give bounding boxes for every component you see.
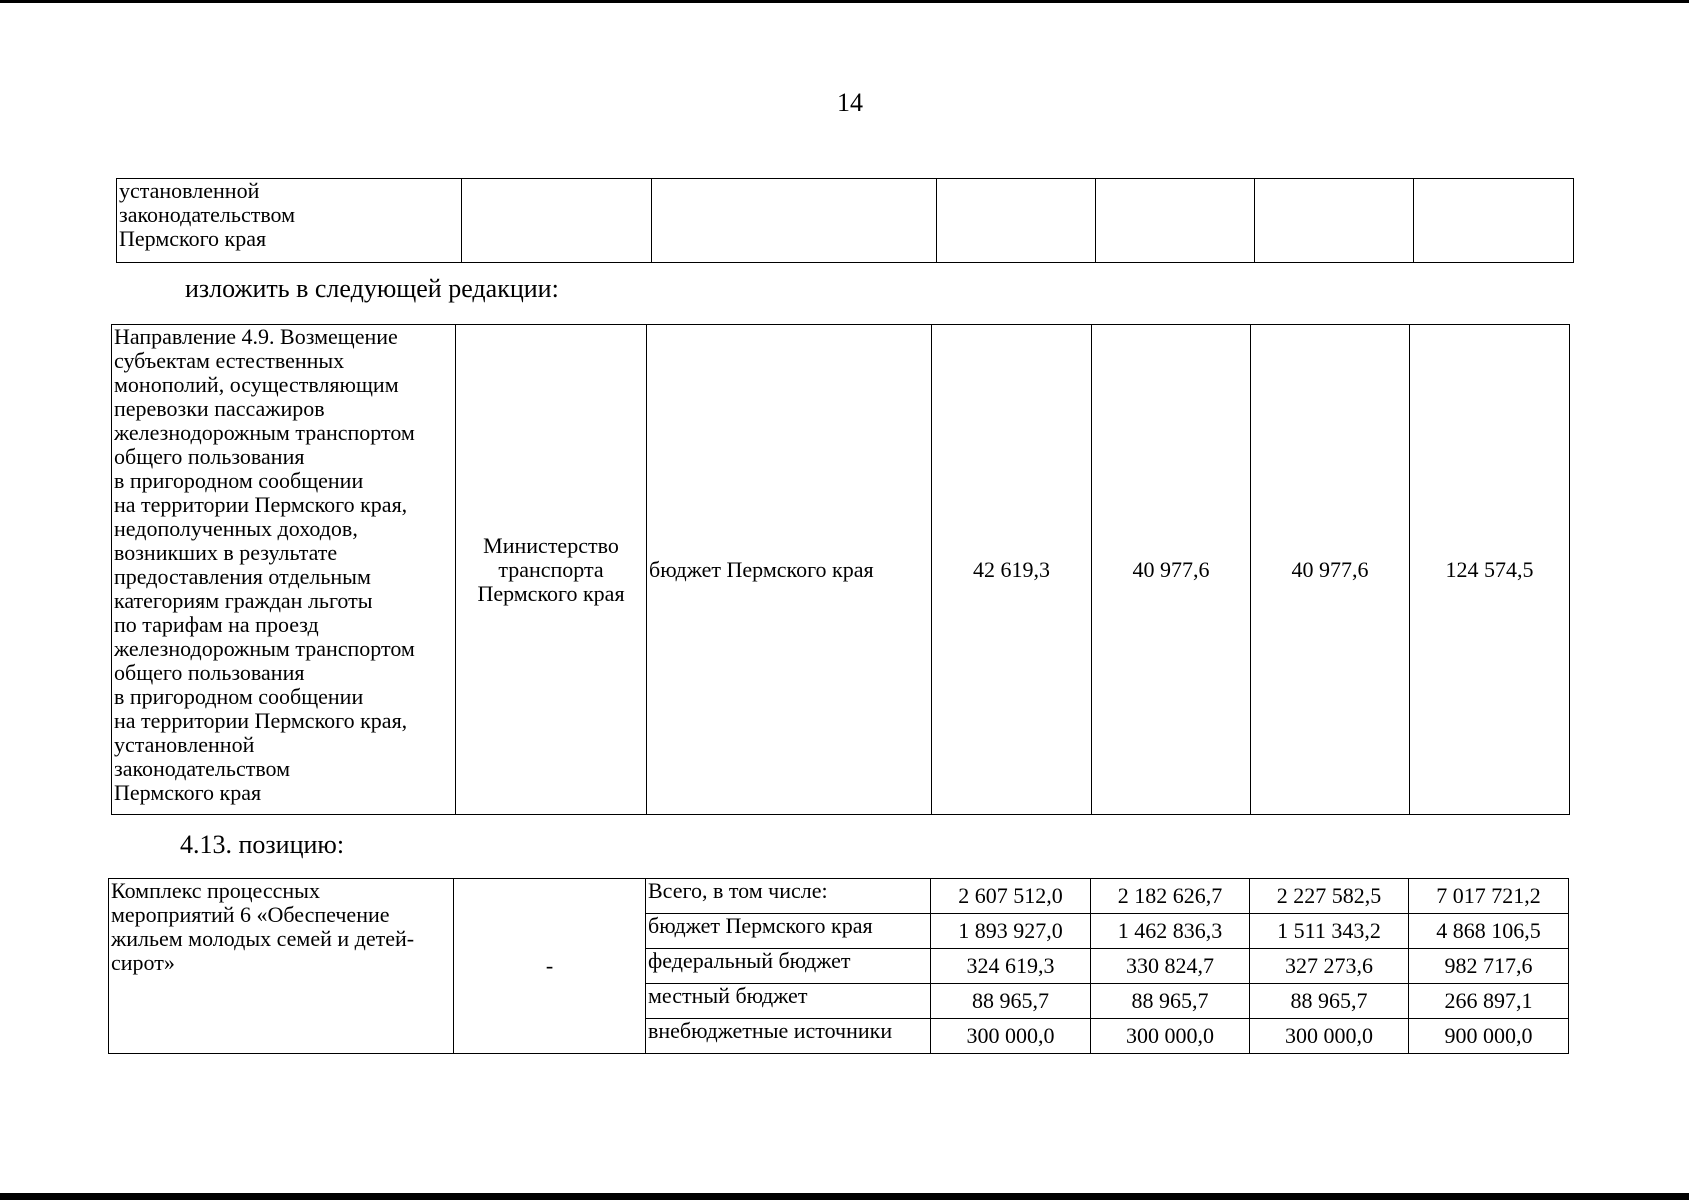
table-row [117,179,1574,263]
value-cell: 88 965,7 [1091,984,1250,1019]
value-cell [937,179,1096,263]
total-cell: 266 897,1 [1409,984,1569,1019]
value-cell: 88 965,7 [1250,984,1409,1019]
table-row [109,879,1569,914]
value-cell [1255,179,1414,263]
value-cell: 2 182 626,7 [1091,879,1250,914]
complex-table [108,878,1569,1054]
value-cell: 300 000,0 [1250,1019,1409,1054]
instruction-heading: изложить в следующей редакции: [185,274,559,303]
table-row [112,325,1570,815]
page-number: 14 [837,88,863,117]
page-top-border [0,0,1689,3]
program-element-name: установленной законодательством Пермского края [117,179,462,263]
total-cell: 900 000,0 [1409,1019,1569,1054]
executor-cell: - [454,879,646,1054]
value-cell: 2 227 582,5 [1250,879,1409,914]
value-cell: 327 273,6 [1250,949,1409,984]
value-cell: 42 619,3 [932,325,1092,815]
total-cell: 124 574,5 [1410,325,1570,815]
total-cell [1414,179,1574,263]
source-cell: внебюджетные источники [646,1019,931,1054]
value-cell [1096,179,1255,263]
value-cell: 88 965,7 [931,984,1091,1019]
value-cell: 324 619,3 [931,949,1091,984]
continuation-table [116,178,1574,263]
executor-cell [462,179,652,263]
program-element-name: Комплекс процессных мероприятий 6 «Обеспечение жильем молодых семей и детей- сирот» [109,879,454,1054]
source-cell: бюджет Пермского края [647,325,932,815]
source-cell: бюджет Пермского края [646,914,931,949]
value-cell: 1 462 836,3 [1091,914,1250,949]
value-cell: 300 000,0 [1091,1019,1250,1054]
value-cell: 2 607 512,0 [931,879,1091,914]
direction-table [111,324,1570,815]
value-cell: 40 977,6 [1092,325,1251,815]
program-element-name: Направление 4.9. Возмещение субъектам естественных монополий, осуществляющим перевозки пассажиров железнодорожным транспортом общего пользования в пригородном сообщении на территории Пермского края, недополученных доходов, возникших в результате предоставления отдельным категориям граждан льготы по тарифам на проезд железнодорожным транспортом общего пользования в пригородном сообщении на территории Пермского края, установленной законодательством Пермского края [112,325,456,815]
total-cell: 982 717,6 [1409,949,1569,984]
value-cell: 300 000,0 [931,1019,1091,1054]
instruction-heading: 4.13. позицию: [180,830,345,859]
executor-cell: Министерство транспорта Пермского края [456,325,647,815]
value-cell: 1 511 343,2 [1250,914,1409,949]
source-cell: федеральный бюджет [646,949,931,984]
source-cell [652,179,937,263]
value-cell: 330 824,7 [1091,949,1250,984]
total-cell: 4 868 106,5 [1409,914,1569,949]
source-cell: Всего, в том числе: [646,879,931,914]
page-bottom-border [0,1193,1689,1200]
value-cell: 40 977,6 [1251,325,1410,815]
total-cell: 7 017 721,2 [1409,879,1569,914]
source-cell: местный бюджет [646,984,931,1019]
value-cell: 1 893 927,0 [931,914,1091,949]
